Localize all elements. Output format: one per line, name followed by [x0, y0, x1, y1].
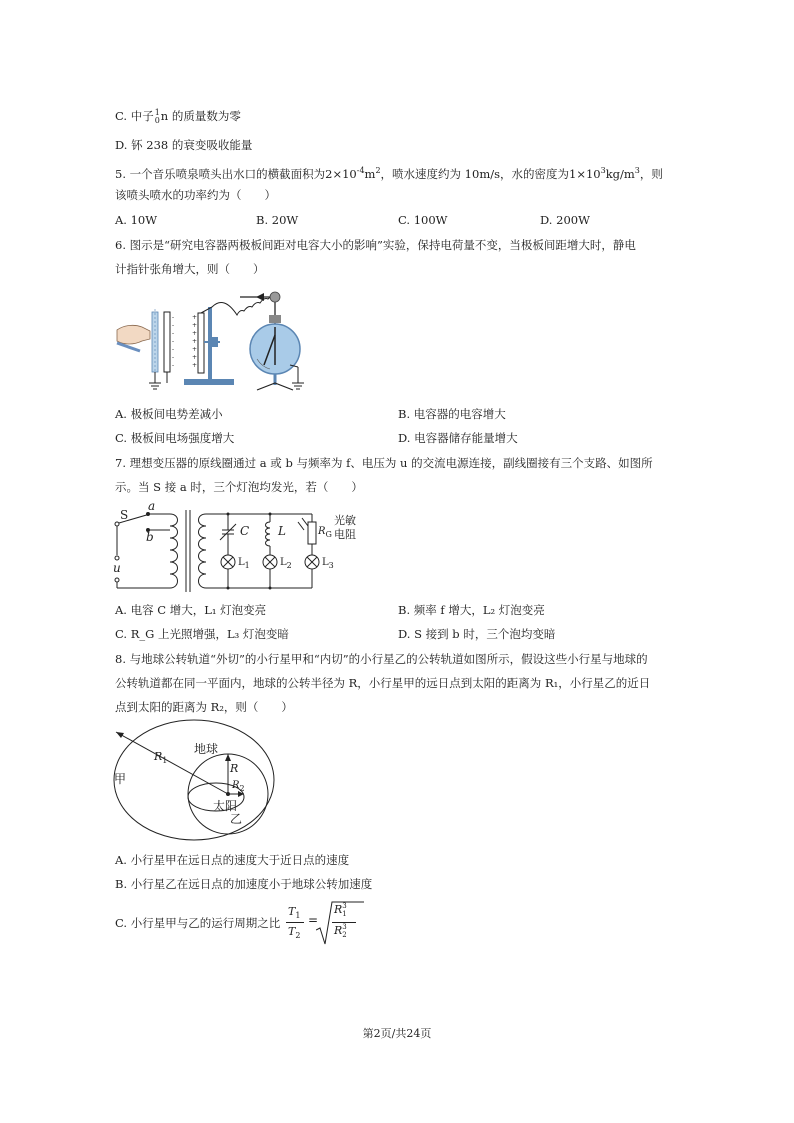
l1-sub: 1 [244, 561, 250, 570]
orbit-drawing [112, 718, 282, 843]
terminal-b-label: b [146, 530, 154, 544]
earth-label: 地球 [194, 742, 219, 756]
q5-density-exp: 3 [600, 166, 606, 175]
r2-exp: 3 [342, 923, 347, 931]
t1 [288, 905, 300, 920]
q4c-tail: n 的质量数为零 [160, 109, 241, 123]
rg-sub: G [325, 530, 332, 539]
q6-option-d: D. 电容器储存能量增大 [398, 431, 518, 445]
svg-text:+: + [192, 330, 198, 337]
switch-label: S [120, 508, 129, 522]
asteroid-jia-label: 甲 [114, 772, 127, 786]
asteroid-yi-label: 乙 [230, 812, 243, 826]
svg-text:-: - [172, 338, 175, 345]
equals-sign: = [308, 913, 319, 927]
l1-letter: L [238, 557, 245, 568]
t2-letter: T [288, 925, 296, 938]
t2-sub: 2 [295, 931, 301, 941]
fraction-bar-left [286, 922, 304, 923]
r1-sub: 1 [342, 910, 347, 918]
neutron-nuclide [155, 109, 160, 125]
q7-option-a: A. 电容 C 增大，L₁ 灯泡变亮 [115, 603, 267, 617]
q7-option-d: D. S 接到 b 时，三个泡均变暗 [398, 627, 556, 641]
photoresistor-caption [334, 514, 356, 542]
q4c-label: C. 中子 [115, 109, 154, 123]
svg-text:+: + [192, 314, 198, 321]
t1-letter: T [288, 905, 296, 918]
circuit-wires [110, 500, 370, 594]
lamp-l3-label [322, 557, 334, 570]
photoresistor-label [318, 526, 332, 539]
capacitor-label: C [240, 524, 250, 538]
q6-stem-line1: 6. 图示是“研究电容器两极板间距对电容大小的影响”实验，保持电荷量不变，当极板间距增大时，静电 [115, 238, 636, 252]
inductor-label: L [278, 524, 286, 538]
q8-stem-line3: 点到太阳的距离为 R₂，则（ ） [115, 700, 293, 714]
r2-sub: 2 [239, 784, 245, 793]
r2-letter: R [232, 780, 240, 791]
transformer-circuit [110, 500, 370, 594]
q5-text-a: 5. 一个音乐喷泉喷头出水口的横截面积为 [115, 166, 326, 181]
svg-text:+: + [192, 346, 198, 353]
orbit-figure [112, 718, 282, 843]
q8-option-c: C. 小行星甲与乙的运行周期之比 [115, 916, 281, 930]
voltage-u-label: u [113, 561, 121, 575]
mass-number: 1 [154, 108, 160, 117]
q4-option-d: D. 钚 238 的衰变吸收能量 [115, 138, 253, 152]
r1-cubed [334, 903, 348, 916]
q5-stem-line2: 该喷头喷水的功率约为（ ） [115, 188, 276, 202]
q7-stem-line2: 示。当 S 接 a 时，三个灯泡均发光，若（ ） [115, 480, 363, 494]
terminal-a-label: a [148, 499, 156, 513]
r1-sub: 1 [162, 756, 168, 766]
page-footer: 第2页/共24页 [362, 1027, 432, 1040]
q5-option-b: B. 20W [256, 213, 299, 227]
l3-letter: L [322, 557, 329, 568]
period-ratio-formula [286, 900, 366, 946]
q7-stem-line1: 7. 理想变压器的原线圈通过 a 或 b 与频率为 f、电压为 u 的交流电源连接，副线圈接有三个支路、如图所 [115, 456, 653, 470]
r1-letter: R [154, 750, 163, 763]
q8-option-b: B. 小行星乙在远日点的加速度小于地球公转加速度 [115, 877, 373, 891]
r2-sub: 2 [342, 931, 347, 939]
lamp-l2-label [280, 557, 292, 570]
q7-option-c: C. R_G 上光照增强，L₃ 灯泡变暗 [115, 627, 289, 641]
q6-stem-line2: 计指针张角增大，则（ ） [115, 262, 265, 276]
q6-option-a: A. 极板间电势差减小 [115, 407, 223, 421]
r1-label [154, 750, 167, 765]
q6-option-c: C. 极板间电场强度增大 [115, 431, 235, 445]
q5-option-d: D. 200W [540, 213, 590, 227]
svg-text:+: + [192, 354, 198, 361]
q8-option-a: A. 小行星甲在远日点的速度大于近日点的速度 [115, 853, 350, 867]
q5-density-unit: kg/m [605, 166, 635, 181]
svg-text:+: + [192, 322, 198, 329]
l3-sub: 3 [328, 561, 334, 570]
q5-stem-line1 [115, 163, 663, 182]
q8-stem-line2: 公转轨道都在同一平面内，地球的公转半径为 R，小行星甲的远日点到太阳的距离为 R₁，小行星乙的近日 [115, 676, 651, 690]
q5-area-exp: -4 [356, 166, 365, 175]
l2-letter: L [280, 557, 287, 568]
svg-text:-: - [172, 354, 175, 361]
t1-sub: 1 [295, 911, 301, 921]
svg-text:-: - [172, 346, 175, 353]
svg-text:-: - [172, 362, 175, 369]
q4-option-c [115, 108, 241, 125]
l2-sub: 2 [286, 561, 292, 570]
caption-line1: 光敏 [334, 514, 356, 527]
svg-text:+: + [192, 338, 198, 345]
svg-text:-: - [172, 322, 175, 329]
t2 [288, 925, 300, 940]
r-label: R [230, 762, 239, 775]
r1-letter: R [334, 903, 343, 916]
rg-letter: R [318, 526, 326, 537]
q5-text-c: ，则 [639, 166, 663, 181]
caption-line2: 电阻 [334, 528, 356, 541]
q5-option-c: C. 100W [398, 213, 448, 227]
r2-letter: R [334, 924, 343, 937]
r2-label [232, 780, 245, 793]
sun-label: 太阳 [213, 799, 238, 813]
capacitor-electroscope-figure [112, 287, 312, 395]
charge-number: 0 [154, 116, 160, 125]
q8-stem-line1: 8. 与地球公转轨道“外切”的小行星甲和“内切”的小行星乙的公转轨道如图所示，假设这些小行星与地球的 [115, 652, 648, 666]
svg-text:-: - [172, 330, 175, 337]
q5-density: 1×10 [569, 166, 601, 181]
q5-area-unit-exp: 2 [375, 166, 381, 175]
lamp-l1-label [238, 557, 250, 570]
q5-option-a: A. 10W [115, 213, 158, 227]
svg-text:+: + [192, 362, 198, 369]
svg-text:-: - [172, 314, 175, 321]
r1-exp: 3 [342, 902, 347, 910]
q7-option-b: B. 频率 f 增大，L₂ 灯泡变亮 [398, 603, 545, 617]
q5-area: 2×10 [325, 166, 357, 181]
q6-option-b: B. 电容器的电容增大 [398, 407, 506, 421]
q5-text-b: ，喷水速度约为 10m/s，水的密度为 [380, 166, 569, 181]
q5-area-unit: m [364, 166, 376, 181]
q5-density-unit-exp: 3 [634, 166, 640, 175]
r2-cubed [334, 924, 348, 937]
